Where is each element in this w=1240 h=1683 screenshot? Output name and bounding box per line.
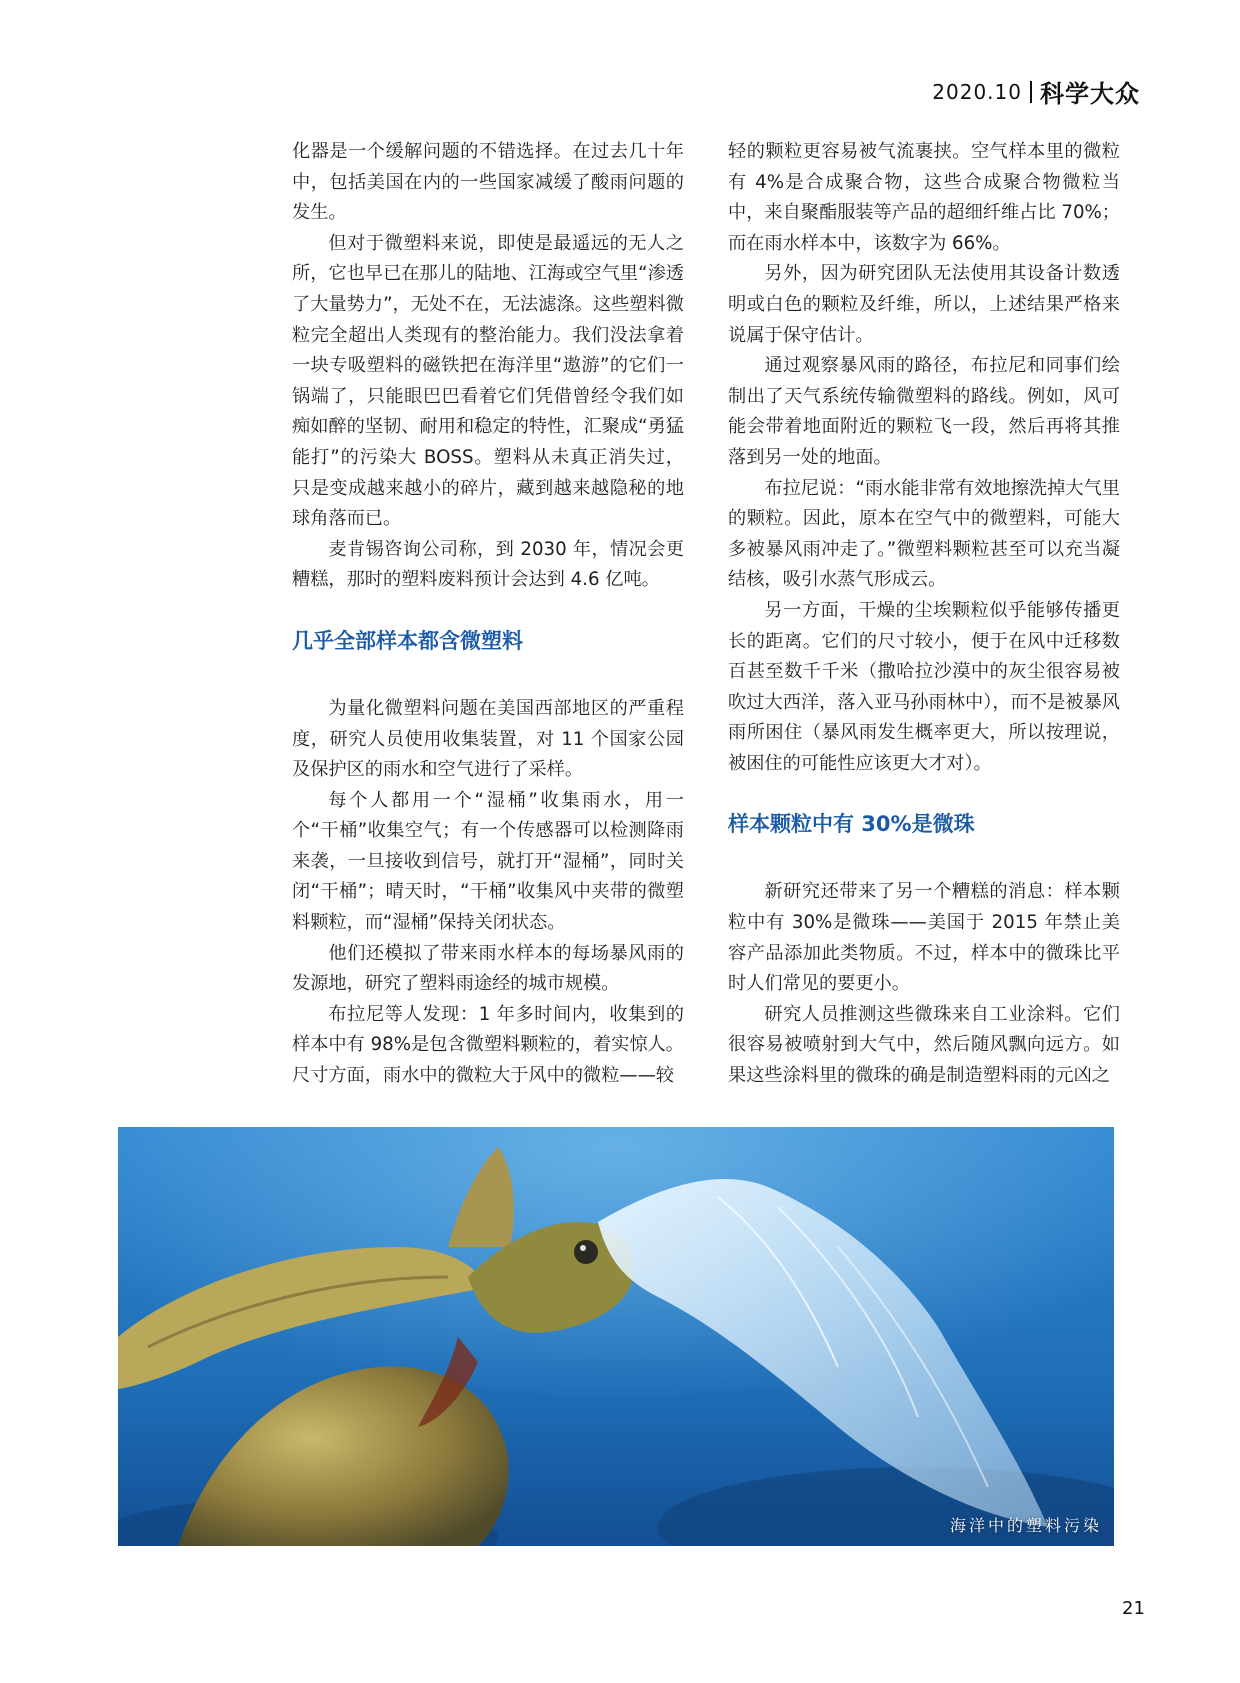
header-divider — [1030, 81, 1032, 103]
paragraph: 轻的颗粒更容易被气流裹挟。空气样本里的微粒有 4%是合成聚合物，这些合成聚合物微粒当中，来自聚酯服装等产品的超细纤维占比 70%；而在雨水样本中，该数字为 66%。 — [728, 141, 1120, 254]
page-header — [932, 74, 1140, 109]
paragraph: 研究人员推测这些微珠来自工业涂料。它们很容易被喷射到大气中，然后随风飘向远方。如果这些涂料里的微珠的确是制造塑料雨的元凶之 — [728, 1003, 1120, 1087]
paragraph: 他们还模拟了带来雨水样本的每场暴风雨的发源地，研究了塑料雨途经的城市规模。 — [292, 942, 684, 995]
paragraph: 另一方面，干燥的尘埃颗粒似乎能够传播更长的距离。它们的尺寸较小，便于在风中迁移数百甚至数千千米（撒哈拉沙漠中的灰尘很容易被吹过大西洋，落入亚马孙雨林中），而不是被暴风雨所困住（暴风雨发生概率更大，所以按理说，被困住的可能性应该更大才对）。 — [728, 599, 1120, 774]
section-heading: 样本颗粒中有 30%是微珠 — [728, 812, 975, 837]
paragraph: 为量化微塑料问题在美国西部地区的严重程度，研究人员使用收集装置，对 11 个国家公园及保护区的雨水和空气进行了采样。 — [292, 697, 684, 781]
paragraph: 每个人都用一个“湿桶”收集雨水，用一个“干桶”收集空气；有一个传感器可以检测降雨来袭，一旦接收到信号，就打开“湿桶”，同时关闭“干桶”；晴天时，“干桶”收集风中夹带的微塑料颗粒，而“湿桶”保持关闭状态。 — [292, 789, 684, 934]
paragraph: 通过观察暴风雨的路径，布拉尼和同事们绘制出了天气系统传输微塑料的路线。例如，风可能会带着地面附近的颗粒飞一段，然后再将其推落到另一处的地面。 — [728, 355, 1120, 468]
paragraph: 布拉尼说：“雨水能非常有效地擦洗掉大气里的颗粒。因此，原本在空气中的微塑料，可能大多被暴风雨冲走了。”微塑料颗粒甚至可以充当凝结核，吸引水蒸气形成云。 — [728, 477, 1120, 591]
section-heading: 几乎全部样本都含微塑料 — [292, 628, 523, 653]
paragraph: 但对于微塑料来说，即使是最遥远的无人之所，它也早已在那儿的陆地、江海或空气里“渗透了大量势力”，无处不在，无法滤涤。这些塑料微粒完全超出人类现有的整治能力。我们没法拿着一块专吸塑料的磁铁把在海洋里“遨游”的它们一锅端了，只能眼巴巴看着它们凭借曾经令我们如痴如醉的坚韧、耐用和稳定的特性，汇聚成“勇猛能打”的污染大 BOSS。塑料从未真正消失过，只是变成越来越小的碎片，藏到越来越隐秘的地球角落而已。 — [292, 232, 684, 530]
issue-date: 2020.10 — [932, 79, 1022, 104]
paragraph: 麦肯锡咨询公司称，到 2030 年，情况会更糟糕，那时的塑料废料预计会达到 4.6 亿吨。 — [292, 538, 684, 591]
photo-illustration — [118, 1127, 1114, 1546]
sea-turtle-photo — [118, 1127, 1114, 1546]
right-column — [728, 137, 1120, 1092]
paragraph: 布拉尼等人发现：1 年多时间内，收集到的样本中有 98%是包含微塑料颗粒的，着实惊人。尺寸方面，雨水中的微粒大于风中的微粒——较 — [292, 1003, 684, 1087]
photo-caption: 海洋中的塑料污染 — [949, 1516, 1102, 1535]
paragraph: 另外，因为研究团队无法使用其设备计数透明或白色的颗粒及纤维，所以，上述结果严格来说属于保守估计。 — [728, 263, 1120, 346]
paragraph: 化器是一个缓解问题的不错选择。在过去几十年中，包括美国在内的一些国家减缓了酸雨问题的发生。 — [292, 141, 684, 224]
left-column — [292, 137, 684, 1092]
paragraph: 新研究还带来了另一个糟糕的消息：样本颗粒中有 30%是微珠——美国于 2015 年禁止美容产品添加此类物质。不过，样本中的微珠比平时人们常见的要更小。 — [728, 881, 1120, 995]
page-number: 21 — [1122, 1598, 1145, 1619]
magazine-logo: 科学大众 — [1040, 79, 1140, 108]
